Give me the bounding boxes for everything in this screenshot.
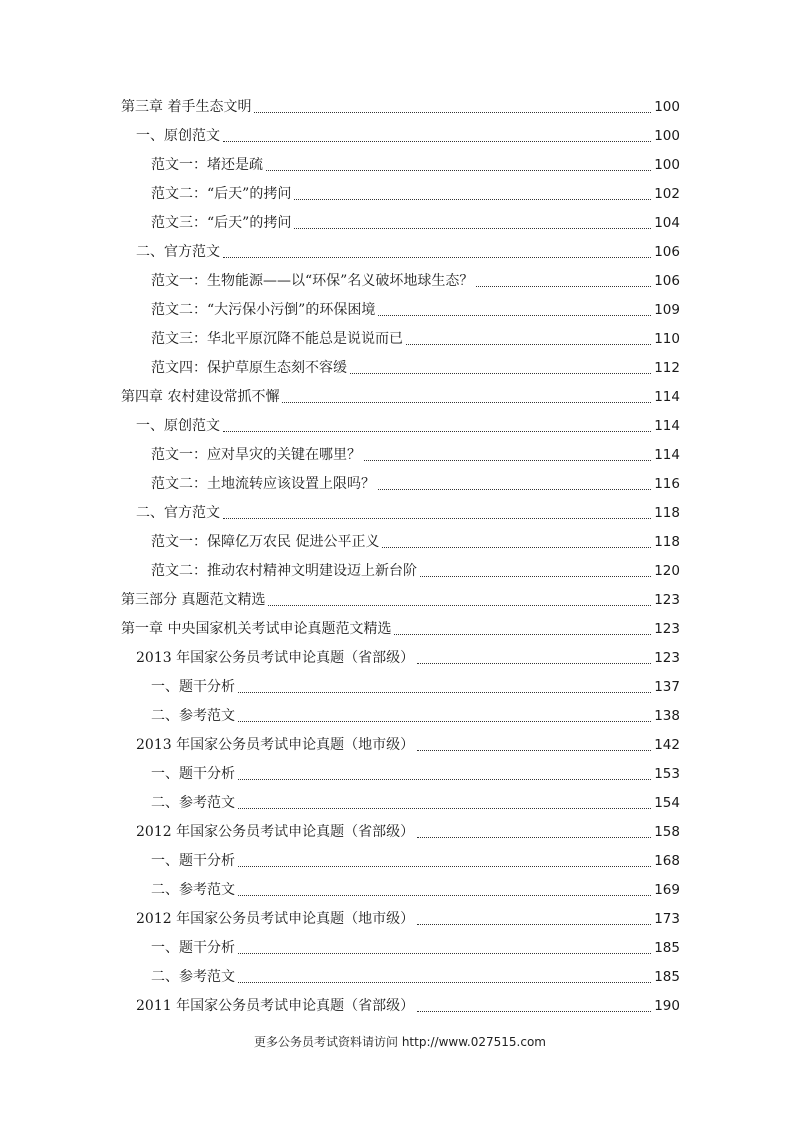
- toc-entry[interactable]: [0, 992, 800, 1021]
- toc-entry-page-number: 123: [654, 650, 680, 666]
- dot-leader: [238, 865, 651, 867]
- toc-entry-title: 一、题干分析: [151, 940, 235, 956]
- page-footer: 更多公务员考试资料请访问 http://www.027515.com: [254, 1035, 546, 1049]
- dot-leader: [406, 343, 651, 345]
- dot-leader: [417, 749, 651, 751]
- toc-entry-title: 一、题干分析: [151, 766, 235, 782]
- toc-entry-page-number: 118: [654, 505, 680, 521]
- toc-entry-title: 2011 年国家公务员考试申论真题（省部级）: [136, 998, 415, 1014]
- toc-entry-page-number: 114: [654, 447, 680, 463]
- toc-entry[interactable]: [0, 731, 800, 760]
- dot-leader: [268, 604, 651, 606]
- toc-entry-title: 范文一：应对旱灾的关键在哪里？: [151, 447, 361, 463]
- dot-leader: [417, 662, 651, 664]
- toc-entry-title: 一、题干分析: [151, 853, 235, 869]
- dot-leader: [238, 894, 651, 896]
- dot-leader: [417, 836, 651, 838]
- toc-entry-page-number: 100: [654, 99, 680, 115]
- toc-entry-page-number: 100: [654, 128, 680, 144]
- dot-leader: [266, 169, 651, 171]
- toc-entry-page-number: 173: [654, 911, 680, 927]
- toc-entry-title: 范文三：华北平原沉降不能总是说说而已: [151, 331, 403, 347]
- toc-entry[interactable]: [0, 296, 800, 325]
- toc-entry[interactable]: [0, 441, 800, 470]
- toc-entry[interactable]: [0, 180, 800, 209]
- toc-entry-page-number: 158: [654, 824, 680, 840]
- toc-entry[interactable]: [0, 238, 800, 267]
- toc-entry-page-number: 102: [654, 186, 680, 202]
- toc-entry[interactable]: [0, 354, 800, 383]
- toc-entry[interactable]: [0, 470, 800, 499]
- toc-entry-title: 二、参考范文: [151, 708, 235, 724]
- toc-entry-page-number: 104: [654, 215, 680, 231]
- toc-entry[interactable]: [0, 963, 800, 992]
- toc-entry[interactable]: [0, 847, 800, 876]
- toc-entry-page-number: 154: [654, 795, 680, 811]
- toc-entry-page-number: 190: [654, 998, 680, 1014]
- toc-entry[interactable]: [0, 905, 800, 934]
- toc-entry-title: 一、题干分析: [151, 679, 235, 695]
- dot-leader: [238, 691, 651, 693]
- toc-entry[interactable]: [0, 702, 800, 731]
- toc-entry-title: 2013 年国家公务员考试申论真题（地市级）: [136, 737, 415, 753]
- toc-entry[interactable]: [0, 615, 800, 644]
- dot-leader: [223, 517, 651, 519]
- toc-entry-title: 一、原创范文: [136, 418, 220, 434]
- toc-entry-page-number: 123: [654, 592, 680, 608]
- dot-leader: [294, 198, 651, 200]
- toc-entry-title: 范文一：堵还是疏: [151, 157, 263, 173]
- toc-entry-title: 第三部分 真题范文精选: [121, 592, 266, 608]
- dot-leader: [282, 401, 651, 403]
- dot-leader: [350, 372, 651, 374]
- dot-leader: [420, 575, 651, 577]
- toc-entry-page-number: 137: [654, 679, 680, 695]
- dot-leader: [294, 227, 651, 229]
- toc-entry[interactable]: [0, 122, 800, 151]
- toc-entry[interactable]: [0, 557, 800, 586]
- toc-entry-title: 2012 年国家公务员考试申论真题（地市级）: [136, 911, 415, 927]
- dot-leader: [238, 981, 651, 983]
- toc-entry-page-number: 123: [654, 621, 680, 637]
- dot-leader: [238, 807, 651, 809]
- toc-entry[interactable]: [0, 934, 800, 963]
- dot-leader: [223, 256, 651, 258]
- toc-entry-title: 二、官方范文: [136, 505, 220, 521]
- toc-entry[interactable]: [0, 789, 800, 818]
- dot-leader: [223, 140, 651, 142]
- toc-entry-page-number: 185: [654, 969, 680, 985]
- toc-entry[interactable]: [0, 586, 800, 615]
- dot-leader: [238, 952, 651, 954]
- toc-entry-title: 二、官方范文: [136, 244, 220, 260]
- toc-entry-title: 范文三：“后天”的拷问: [151, 215, 292, 231]
- toc-entry-title: 范文二：“大污保小污倒”的环保困境: [151, 302, 376, 318]
- toc-entry[interactable]: [0, 325, 800, 354]
- toc-entry-page-number: 153: [654, 766, 680, 782]
- toc-entry-page-number: 106: [654, 273, 680, 289]
- toc-entry-title: 第一章 中央国家机关考试申论真题范文精选: [121, 621, 392, 637]
- dot-leader: [378, 314, 651, 316]
- toc-entry[interactable]: [0, 151, 800, 180]
- toc-entry[interactable]: [0, 673, 800, 702]
- table-of-contents: [0, 93, 800, 1021]
- toc-entry-page-number: 114: [654, 389, 680, 405]
- toc-entry-title: 第四章 农村建设常抓不懈: [121, 389, 280, 405]
- toc-entry[interactable]: [0, 412, 800, 441]
- toc-entry-title: 范文一：生物能源——以“环保”名义破坏地球生态？: [151, 273, 474, 289]
- toc-entry[interactable]: [0, 383, 800, 412]
- dot-leader: [476, 285, 651, 287]
- toc-entry-page-number: 138: [654, 708, 680, 724]
- dot-leader: [238, 720, 651, 722]
- toc-entry-page-number: 185: [654, 940, 680, 956]
- dot-leader: [394, 633, 651, 635]
- toc-entry-page-number: 118: [654, 534, 680, 550]
- dot-leader: [378, 488, 651, 490]
- toc-entry-title: 范文二：推动农村精神文明建设迈上新台阶: [151, 563, 417, 579]
- toc-entry-page-number: 142: [654, 737, 680, 753]
- dot-leader: [417, 923, 651, 925]
- toc-entry[interactable]: [0, 209, 800, 238]
- dot-leader: [223, 430, 651, 432]
- toc-entry[interactable]: [0, 818, 800, 847]
- toc-entry-title: 二、参考范文: [151, 795, 235, 811]
- toc-entry-page-number: 100: [654, 157, 680, 173]
- toc-entry-title: 范文一：保障亿万农民 促进公平正义: [151, 534, 380, 550]
- toc-entry[interactable]: [0, 93, 800, 122]
- dot-leader: [382, 546, 651, 548]
- toc-entry[interactable]: [0, 528, 800, 557]
- toc-entry-page-number: 106: [654, 244, 680, 260]
- toc-entry-title: 范文二：“后天”的拷问: [151, 186, 292, 202]
- toc-entry-title: 范文二：土地流转应该设置上限吗？: [151, 476, 375, 492]
- toc-entry-title: 2013 年国家公务员考试申论真题（省部级）: [136, 650, 415, 666]
- toc-entry-page-number: 114: [654, 418, 680, 434]
- toc-entry-page-number: 120: [654, 563, 680, 579]
- toc-entry-title: 2012 年国家公务员考试申论真题（省部级）: [136, 824, 415, 840]
- toc-entry-page-number: 109: [654, 302, 680, 318]
- toc-entry-title: 二、参考范文: [151, 882, 235, 898]
- toc-entry-title: 第三章 着手生态文明: [121, 99, 252, 115]
- toc-entry[interactable]: [0, 267, 800, 296]
- toc-entry-page-number: 116: [654, 476, 680, 492]
- toc-entry-page-number: 112: [654, 360, 680, 376]
- toc-entry[interactable]: [0, 499, 800, 528]
- toc-entry-page-number: 169: [654, 882, 680, 898]
- dot-leader: [254, 111, 651, 113]
- dot-leader: [238, 778, 651, 780]
- toc-entry-title: 范文四：保护草原生态刻不容缓: [151, 360, 347, 376]
- toc-entry-page-number: 110: [654, 331, 680, 347]
- toc-entry-title: 一、原创范文: [136, 128, 220, 144]
- dot-leader: [364, 459, 651, 461]
- dot-leader: [417, 1010, 651, 1012]
- toc-entry-page-number: 168: [654, 853, 680, 869]
- toc-entry[interactable]: [0, 644, 800, 673]
- toc-entry[interactable]: [0, 876, 800, 905]
- toc-entry-title: 二、参考范文: [151, 969, 235, 985]
- toc-entry[interactable]: [0, 760, 800, 789]
